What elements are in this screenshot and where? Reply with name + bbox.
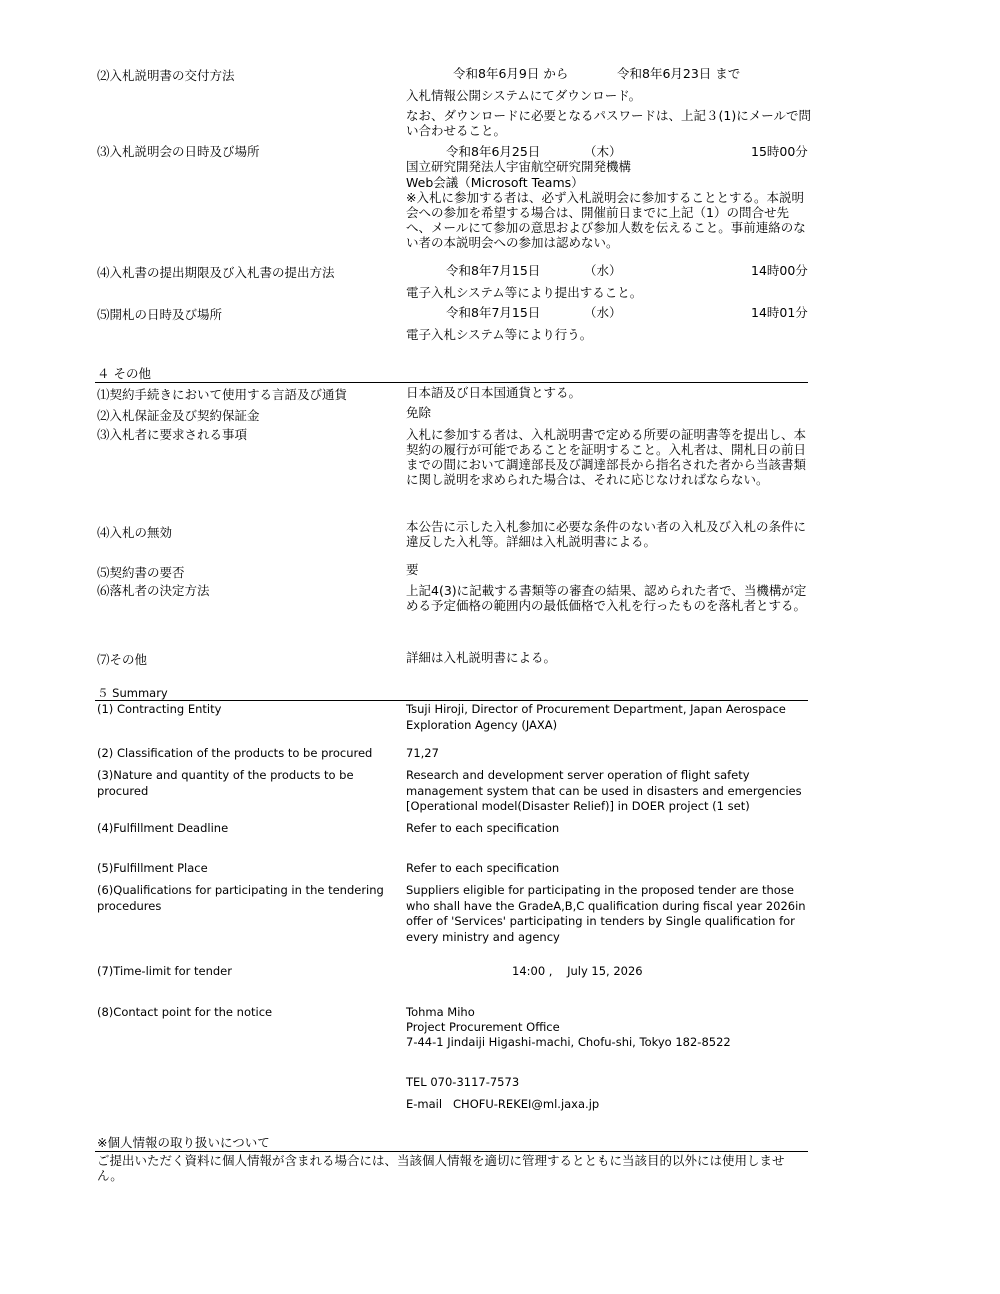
summary-label: (7)Time-limit for tender: [97, 964, 232, 978]
opening-day: （水）: [584, 305, 622, 320]
section-5-heading: ５ Summary: [97, 686, 168, 700]
privacy-rule: [95, 1151, 808, 1152]
summary-label: (2) Classification of the products to be procured: [97, 746, 373, 760]
item-label: ⑷入札の無効: [97, 525, 173, 540]
summary-label: (3)Nature and quantity of the products to be procured: [97, 768, 354, 798]
summary-value: Refer to each specification: [406, 861, 560, 875]
item-label: ⑶入札者に要求される事項: [97, 427, 248, 442]
bid-doc-download-text: 入札情報公開システムにてダウンロード。: [406, 88, 642, 103]
item-value: 免除: [406, 405, 432, 420]
bid-doc-method-label: ⑵入札説明書の交付方法: [97, 68, 235, 83]
bid-doc-password-text: なお、ダウンロードに必要となるパスワードは、上記３(1)にメールで問い合わせること。: [406, 108, 811, 138]
item-value: 詳細は入札説明書による。: [406, 650, 557, 665]
section-4-heading: ４ その他: [97, 366, 151, 381]
item-value: 本公告に示した入札参加に必要な条件のない者の入札及び入札の条件に違反した入札等。詳細は入札説明書による。: [406, 519, 807, 549]
section-5-rule: [95, 700, 808, 701]
briefing-venue: Web会議（Microsoft Teams）: [406, 175, 584, 190]
summary-label: (5)Fulfillment Place: [97, 861, 208, 875]
summary-value: 71,27: [406, 746, 439, 760]
summary-value: Research and development server operation of flight safety management system that can be used in disasters and emergencies [Operational model(Disaster Relief)] in DOER project (1 set): [406, 768, 802, 813]
item-value: 入札に参加する者は、入札説明書で定める所要の証明書等を提出し、本契約の履行が可能であることを証明すること。入札者は、開札日の前日までの間において調達部長及び調達部長から指名された者から当該書類に関し説明を求められた場合は、それに応じなければならない。: [406, 427, 807, 487]
submission-label: ⑷入札書の提出期限及び入札書の提出方法: [97, 265, 335, 280]
summary-label: (1) Contracting Entity: [97, 702, 222, 716]
summary-value: Tsuji Hiroji, Director of Procurement Department, Japan Aerospace Exploration Agency (JAXA): [406, 702, 786, 732]
contact-email: E-mail CHOFU-REKEI@ml.jaxa.jp: [406, 1097, 600, 1111]
contact-name: Tohma Miho: [406, 1005, 475, 1019]
section-4-rule: [95, 382, 808, 383]
briefing-date: 令和8年6月25日: [446, 144, 541, 159]
submission-method: 電子入札システム等により提出すること。: [406, 285, 643, 300]
briefing-day: （木）: [584, 144, 622, 159]
item-value: 要: [406, 562, 419, 577]
item-label: ⑵入札保証金及び契約保証金: [97, 408, 260, 423]
summary-label: (4)Fulfillment Deadline: [97, 821, 229, 835]
submission-date: 令和8年7月15日: [446, 263, 541, 278]
item-label: ⑺その他: [97, 652, 148, 667]
item-value: 日本語及び日本国通貨とする。: [406, 385, 582, 400]
bid-doc-date-to: 令和8年6月23日 まで: [617, 66, 741, 81]
opening-date: 令和8年7月15日: [446, 305, 541, 320]
submission-day: （水）: [584, 263, 622, 278]
contact-tel: TEL 070-3117-7573: [406, 1075, 520, 1089]
summary-value: Refer to each specification: [406, 821, 560, 835]
item-label: ⑹落札者の決定方法: [97, 583, 210, 598]
summary-value: Suppliers eligible for participating in the proposed tender are those who shall have the GradeA,B,C qualification during fiscal year 2026in offer of 'Services' participating in tenders by Single qualification for every ministry and agency: [406, 883, 806, 944]
opening-method: 電子入札システム等により行う。: [406, 327, 593, 342]
briefing-note: ※入札に参加する者は、必ず入札説明会に参加することとする。本説明会への参加を希望する場合は、開催前日までに上記（1）の問合せ先へ、メールにて参加の意思および参加人数を伝えること。事前連絡のない者の本説明会への参加は認めない。: [406, 190, 806, 250]
briefing-org: 国立研究開発法人宇宙航空研究開発機構: [406, 159, 632, 174]
briefing-label: ⑶入札説明会の日時及び場所: [97, 144, 260, 159]
item-value: 上記4(3)に記載する書類等の審査の結果、認められた者で、当機構が定める予定価格の範囲内の最低価格で入札を行ったものを落札者とする。: [406, 583, 807, 613]
privacy-body: ご提出いただく資料に個人情報が含まれる場合には、当該個人情報を適切に管理するとともに当該目的以外には使用しません。: [97, 1153, 785, 1183]
summary-label: (6)Qualifications for participating in the tendering procedures: [97, 883, 384, 913]
summary-value: 14:00 , July 15, 2026: [512, 964, 643, 978]
item-label: ⑸契約書の要否: [97, 565, 185, 580]
briefing-time: 15時00分: [751, 144, 808, 159]
opening-label: ⑸開札の日時及び場所: [97, 307, 223, 322]
contact-address: 7-44-1 Jindaiji Higashi-machi, Chofu-shi, Tokyo 182-8522: [406, 1035, 731, 1049]
item-label: ⑴契約手続きにおいて使用する言語及び通貨: [97, 387, 348, 402]
bid-doc-date-from: 令和8年6月9日 から: [453, 66, 569, 81]
contact-office: Project Procurement Office: [406, 1020, 560, 1034]
summary-label: (8)Contact point for the notice: [97, 1005, 273, 1019]
opening-time: 14時01分: [751, 305, 808, 320]
submission-time: 14時00分: [751, 263, 808, 278]
privacy-heading: ※個人情報の取り扱いについて: [97, 1135, 270, 1150]
